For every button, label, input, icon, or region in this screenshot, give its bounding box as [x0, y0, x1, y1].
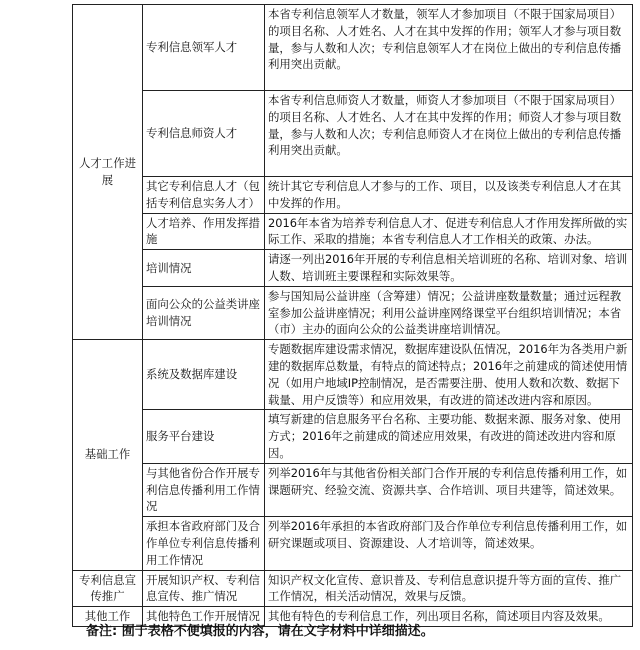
- item-cell: 专利信息领军人才: [143, 5, 265, 91]
- table-row: [73, 286, 633, 339]
- table-row: [73, 5, 633, 91]
- table-row: [73, 340, 633, 410]
- item-cell: 专利信息师资人才: [143, 91, 265, 177]
- category-cell: 其他工作: [73, 607, 143, 627]
- description-cell: 专题数据库建设需求情况，数据库建设队伍情况，2016年为各类用户新建的数据库总数量，有特点的简述特点；2016年之前建成的简述使用情况（如用户地域IP控制情况，是否需要注册、使用人数和次数、数据下载量、用户反馈等）和应用效果，有改进的简述改进内容和原因。: [265, 340, 633, 410]
- description-cell: 统计其它专利信息人才参与的工作、项目，以及该类专利信息人才在其中发挥的作用。: [265, 177, 633, 214]
- item-cell: 培训情况: [143, 250, 265, 287]
- item-cell: 开展知识产权、专利信息宣传、推广情况: [143, 570, 265, 607]
- description-cell: 知识产权文化宣传、意识普及、专利信息意识提升等方面的宣传、推广工作情况，相关活动情况，效果与反馈。: [265, 570, 633, 607]
- item-cell: 服务平台建设: [143, 410, 265, 463]
- item-cell: 承担本省政府部门及合作单位专利信息传播利用工作情况: [143, 517, 265, 570]
- footnote-text: 囿于表格不便填报的内容，请在文字材料中详细描述。: [121, 624, 434, 639]
- table-row: [73, 250, 633, 287]
- category-cell: 人才工作进展: [73, 5, 143, 340]
- category-cell: 基础工作: [73, 340, 143, 570]
- footnote: [86, 620, 434, 639]
- report-form: [72, 4, 632, 627]
- table-row: [73, 213, 633, 250]
- description-cell: 其他有特色的专利信息工作，列出项目名称，简述项目内容及效果。: [265, 607, 633, 627]
- description-cell: 列举2016年承担的本省政府部门及合作单位专利信息传播利用工作，如研究课题或项目、资源建设、人才培训等，简述效果。: [265, 517, 633, 570]
- description-cell: 请逐一列出2016年开展的专利信息相关培训班的名称、培训对象、培训人数、培训班主要课程和实际效果等。: [265, 250, 633, 287]
- description-cell: 参与国知局公益讲座（含筹建）情况；公益讲座数量数量；通过远程教室参加公益讲座情况；利用公益讲座网络课堂平台组织培训情况；本省（市）主办的面向公众的公益类讲座培训情况。: [265, 286, 633, 339]
- description-cell: 列举2016年与其他省份相关部门合作开展的专利信息传播利用工作，如课题研究、经验交流、资源共享、合作培训、项目共建等，简述效果。: [265, 463, 633, 516]
- category-cell: 专利信息宣传推广: [73, 570, 143, 607]
- description-cell: 填写新建的信息服务平台名称、主要功能、数据来源、服务对象、使用方式；2016年之前建成的简述应用效果，有改进的简述改进内容和原因。: [265, 410, 633, 463]
- footnote-label: 备注:: [86, 624, 118, 639]
- item-cell: 人才培养、作用发挥措施: [143, 213, 265, 250]
- table-row: [73, 410, 633, 463]
- work-table: [72, 4, 633, 627]
- table-row: [73, 463, 633, 516]
- description-cell: 2016年本省为培养专利信息人才、促进专利信息人才作用发挥所做的实际工作、采取的措施；本省专利信息人才工作相关的政策、办法。: [265, 213, 633, 250]
- item-cell: 其它专利信息人才（包括专利信息实务人才）: [143, 177, 265, 214]
- description-cell: 本省专利信息领军人才数量，领军人才参加项目（不限于国家局项目）的项目名称、人才姓名、人才在其中发挥的作用；领军人才参与项目数量，参与人数和人次；专利信息领军人才在岗位上做出的专利信息传播利用突出贡献。: [265, 5, 633, 91]
- table-row: [73, 177, 633, 214]
- item-cell: 系统及数据库建设: [143, 340, 265, 410]
- item-cell: 与其他省份合作开展专利信息传播利用工作情况: [143, 463, 265, 516]
- table-row: [73, 91, 633, 177]
- item-cell: 面向公众的公益类讲座培训情况: [143, 286, 265, 339]
- table-row: [73, 517, 633, 570]
- table-row: [73, 570, 633, 607]
- description-cell: 本省专利信息师资人才数量，师资人才参加项目（不限于国家局项目）的项目名称、人才姓名、人才在其中发挥的作用；师资人才参与项目数量，参与人数和人次；专利信息师资人才在岗位上做出的专利信息传播利用突出贡献。: [265, 91, 633, 177]
- item-cell: 其他特色工作开展情况: [143, 607, 265, 627]
